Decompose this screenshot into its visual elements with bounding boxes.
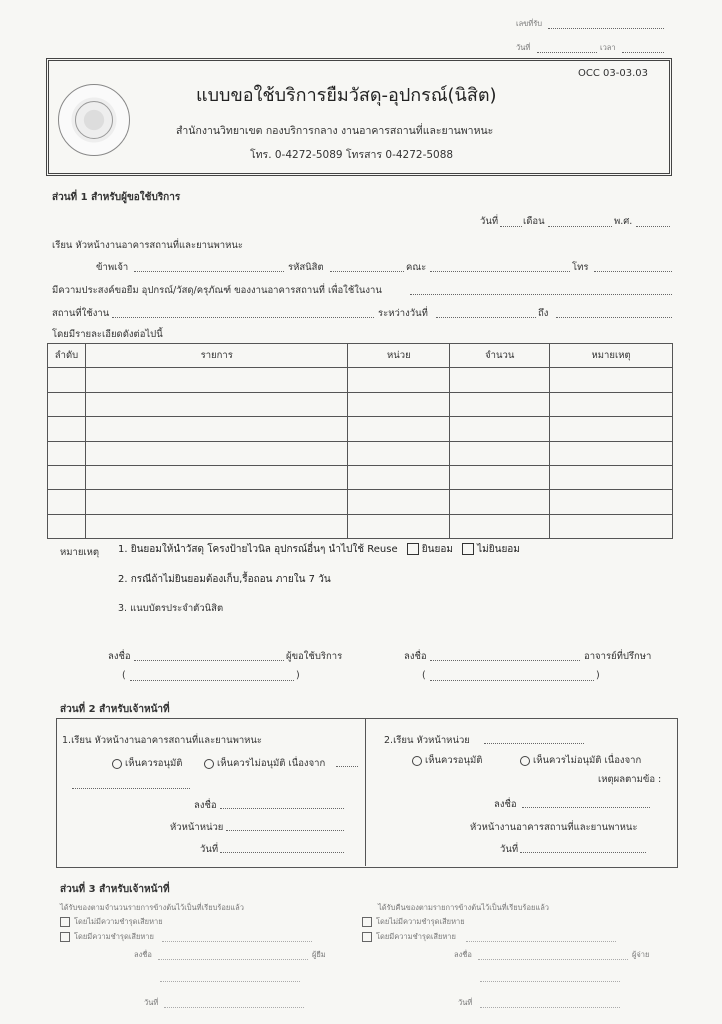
- part3-left-intro: ได้รับของตามจำนวนรายการข้างต้นไว้เป็นที่เรียบร้อยแล้ว: [60, 903, 244, 912]
- unit-head-label: หัวหน้าหน่วย: [170, 822, 224, 833]
- tel-label: โทร: [572, 262, 589, 273]
- left-damaged-label: โดยมีความชำรุดเสียหาย: [74, 932, 154, 941]
- right-no-damage-label: โดยไม่มีความชำรุดเสียหาย: [376, 917, 465, 926]
- right-approve-option[interactable]: [412, 753, 482, 768]
- left-reason-field[interactable]: [72, 788, 190, 789]
- col-qty-header: จำนวน: [450, 344, 550, 368]
- table-row: [48, 441, 673, 465]
- date-year-label: พ.ศ.: [614, 216, 633, 227]
- faculty-label: คณะ: [406, 262, 427, 273]
- right-date-label: วันที่: [500, 844, 519, 855]
- cell-no[interactable]: [48, 368, 86, 392]
- cell-no[interactable]: [48, 465, 86, 489]
- cell-unit[interactable]: [348, 465, 450, 489]
- place-field[interactable]: [112, 317, 374, 318]
- cell-item[interactable]: [85, 441, 348, 465]
- right-sign-field[interactable]: [522, 807, 650, 808]
- cell-qty[interactable]: [450, 441, 550, 465]
- table-row: [48, 368, 673, 392]
- part2-right-addressee: 2.เรียน หัวหน้าหน่วย: [384, 735, 470, 746]
- date-month-label: เดือน: [523, 216, 545, 227]
- addressee: เรียน หัวหน้างานอาคารสถานที่และยานพาหนะ: [52, 240, 243, 251]
- left-damaged-checkbox[interactable]: [60, 932, 70, 942]
- cell-unit[interactable]: [348, 368, 450, 392]
- col-unit-header: หน่วย: [348, 344, 450, 368]
- consent-checkbox[interactable]: [407, 543, 419, 555]
- left-approve-label: เห็นควรอนุมัติ: [125, 758, 183, 769]
- requester-sign-label: ลงชื่อ: [108, 651, 131, 662]
- right-reason-label: เหตุผลตามข้อ :: [598, 774, 662, 785]
- period-to-label: ถึง: [538, 308, 549, 319]
- cell-item[interactable]: [85, 490, 348, 514]
- col-note-header: หมายเหตุ: [550, 344, 673, 368]
- cell-qty[interactable]: [450, 490, 550, 514]
- dept-head-label: หัวหน้างานอาคารสถานที่และยานพาหนะ: [470, 822, 638, 833]
- date-day-label: วันที่: [480, 216, 499, 227]
- cell-no[interactable]: [48, 392, 86, 416]
- left-approve-option[interactable]: [112, 756, 182, 771]
- cell-item[interactable]: [85, 465, 348, 489]
- left-date-label: วันที่: [200, 844, 219, 855]
- left-sign-label: ลงชื่อ: [194, 800, 217, 811]
- borrower-label: ผู้ยืม: [312, 950, 326, 959]
- part3-right-intro: ได้รับคืนของตามรายการข้างต้นไว้เป็นที่เรียบร้อยแล้ว: [378, 903, 550, 912]
- cell-note[interactable]: [550, 465, 673, 489]
- advisor-label: อาจารย์ที่ปรึกษา: [584, 651, 652, 662]
- cell-qty[interactable]: [450, 392, 550, 416]
- right-no-damage-option[interactable]: [362, 916, 465, 928]
- left-part3-date-label: วันที่: [144, 998, 159, 1007]
- left-disapprove-option[interactable]: [204, 756, 325, 771]
- cell-no[interactable]: [48, 490, 86, 514]
- name-field[interactable]: [134, 271, 284, 272]
- receipt-time-label: เวลา: [600, 43, 616, 52]
- cell-note[interactable]: [550, 392, 673, 416]
- name-label: ข้าพเจ้า: [96, 262, 129, 273]
- right-disapprove-radio[interactable]: [520, 756, 530, 766]
- left-disapprove-label: เห็นควรไม่อนุมัติ เนื่องจาก: [217, 758, 326, 769]
- right-approve-label: เห็นควรอนุมัติ: [425, 755, 483, 766]
- remark-1: [118, 542, 520, 557]
- consent-label: ยินยอม: [421, 544, 453, 555]
- right-disapprove-label: เห็นควรไม่อนุมัติ เนื่องจาก: [533, 755, 642, 766]
- remarks-label: หมายเหตุ: [60, 547, 100, 558]
- university-seal-icon: [58, 84, 130, 156]
- col-no-header: ลำดับ: [48, 344, 86, 368]
- receipt-no-label: เลขที่รับ: [516, 19, 543, 28]
- right-damaged-label: โดยมีความชำรุดเสียหาย: [376, 932, 456, 941]
- left-damaged-option[interactable]: [60, 931, 154, 943]
- remark-1-text: 1. ยินยอมให้นำวัสดุ โครงป้ายไวนิล อุปกรณ์อื่นๆ นำไปใช้ Reuse: [118, 544, 398, 555]
- cell-unit[interactable]: [348, 441, 450, 465]
- cell-qty[interactable]: [450, 368, 550, 392]
- cell-qty[interactable]: [450, 417, 550, 441]
- not-consent-checkbox[interactable]: [462, 543, 474, 555]
- not-consent-label: ไม่ยินยอม: [477, 544, 520, 555]
- cell-note[interactable]: [550, 514, 673, 538]
- items-table: [47, 343, 673, 539]
- cell-note[interactable]: [550, 490, 673, 514]
- receipt-date-label: วันที่: [516, 43, 531, 52]
- right-disapprove-option[interactable]: [520, 753, 641, 768]
- right-sign-label: ลงชื่อ: [494, 799, 517, 810]
- table-header-row: [48, 344, 673, 368]
- cell-item[interactable]: [85, 417, 348, 441]
- org-name: สำนักงานวิทยาเขต กองบริการกลาง งานอาคารสถานที่และยานพาหนะ: [176, 125, 494, 137]
- cell-no[interactable]: [48, 441, 86, 465]
- cell-note[interactable]: [550, 368, 673, 392]
- part2-left-addressee: 1.เรียน หัวหน้างานอาคารสถานที่และยานพาหนะ: [62, 735, 263, 746]
- table-row: [48, 490, 673, 514]
- org-phone: โทร. 0-4272-5089 โทรสาร 0-4272-5088: [250, 149, 454, 161]
- left-no-damage-label: โดยไม่มีความชำรุดเสียหาย: [74, 917, 163, 926]
- period-start-field[interactable]: [436, 317, 536, 318]
- advisor-sign-field[interactable]: [430, 660, 580, 661]
- cell-item[interactable]: [85, 514, 348, 538]
- cell-unit[interactable]: [348, 490, 450, 514]
- purpose-label: มีความประสงค์ขอยืม อุปกรณ์/วัสดุ/ครุภัณฑ์ ของงานอาคารสถานที่ เพื่อใช้ในงาน: [52, 285, 382, 296]
- issuer-sign-label: ลงชื่อ: [454, 950, 472, 959]
- issuer-label: ผู้จ่าย: [632, 950, 650, 959]
- requester-label: ผู้ขอใช้บริการ: [286, 651, 343, 662]
- cell-qty[interactable]: [450, 514, 550, 538]
- details-label: โดยมีรายละเอียดดังต่อไปนี้: [52, 329, 163, 340]
- form-code: OCC 03-03.03: [578, 68, 648, 79]
- right-damaged-checkbox[interactable]: [362, 932, 372, 942]
- period-end-field[interactable]: [556, 317, 672, 318]
- left-disapprove-radio[interactable]: [204, 759, 214, 769]
- table-row: [48, 465, 673, 489]
- student-id-field[interactable]: [330, 271, 404, 272]
- table-row: [48, 417, 673, 441]
- left-date-field[interactable]: [220, 852, 344, 853]
- cell-unit[interactable]: [348, 417, 450, 441]
- left-no-damage-checkbox[interactable]: [60, 917, 70, 927]
- table-row: [48, 392, 673, 416]
- student-id-label: รหัสนิสิต: [288, 262, 324, 273]
- period-label: ระหว่างวันที่: [378, 308, 428, 319]
- left-sign-field[interactable]: [220, 808, 344, 809]
- right-part3-date-label: วันที่: [458, 998, 473, 1007]
- purpose-field[interactable]: [410, 294, 672, 295]
- part1-heading: ส่วนที่ 1 สำหรับผู้ขอใช้บริการ: [52, 192, 181, 203]
- cell-note[interactable]: [550, 441, 673, 465]
- advisor-sign-label: ลงชื่อ: [404, 651, 427, 662]
- remark-3: 3. แนบบัตรประจำตัวนิสิต: [118, 603, 224, 614]
- form-title: แบบขอใช้บริการยืมวัสดุ-อุปกรณ์(นิสิต): [196, 85, 497, 106]
- right-approve-radio[interactable]: [412, 756, 422, 766]
- left-approve-radio[interactable]: [112, 759, 122, 769]
- cell-note[interactable]: [550, 417, 673, 441]
- tel-field[interactable]: [594, 271, 672, 272]
- left-no-damage-option[interactable]: [60, 916, 163, 928]
- cell-item[interactable]: [85, 392, 348, 416]
- cell-no[interactable]: [48, 514, 86, 538]
- cell-unit[interactable]: [348, 392, 450, 416]
- cell-item[interactable]: [85, 368, 348, 392]
- requester-sign-field[interactable]: [134, 660, 284, 661]
- remark-2: 2. กรณีถ้าไม่ยินยอมต้องเก็บ,รื้อถอน ภายใน 7 วัน: [118, 574, 331, 585]
- right-date-field[interactable]: [520, 852, 646, 853]
- cell-no[interactable]: [48, 417, 86, 441]
- borrower-sign-label: ลงชื่อ: [134, 950, 152, 959]
- part2-heading: ส่วนที่ 2 สำหรับเจ้าหน้าที่: [60, 704, 170, 715]
- cell-qty[interactable]: [450, 465, 550, 489]
- faculty-field[interactable]: [430, 271, 570, 272]
- col-item-header: รายการ: [85, 344, 348, 368]
- part3-heading: ส่วนที่ 3 สำหรับเจ้าหน้าที่: [60, 884, 170, 895]
- place-label: สถานที่ใช้งาน: [52, 308, 110, 319]
- right-no-damage-checkbox[interactable]: [362, 917, 372, 927]
- table-row: [48, 514, 673, 538]
- cell-unit[interactable]: [348, 514, 450, 538]
- right-damaged-option[interactable]: [362, 931, 456, 943]
